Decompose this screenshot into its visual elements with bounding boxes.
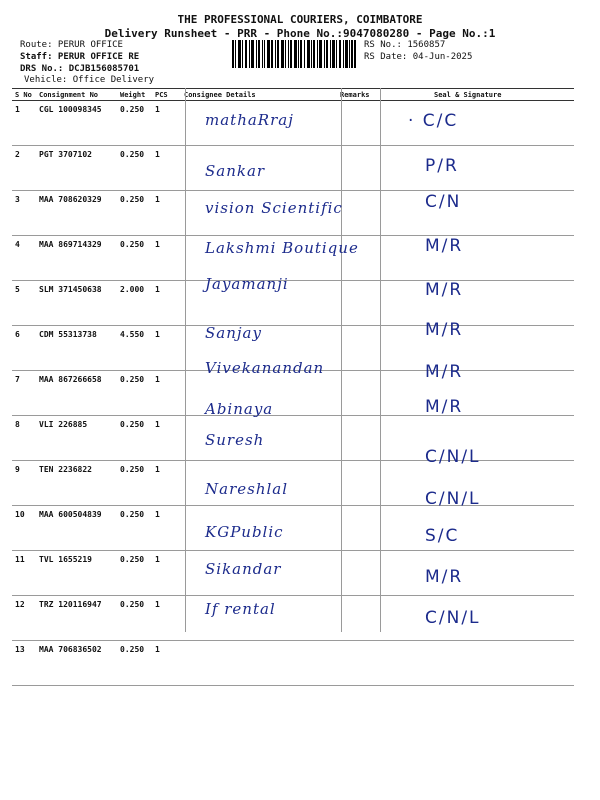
remarks-cell bbox=[337, 416, 376, 461]
consignment-cell: MAA 869714329 bbox=[36, 236, 117, 281]
col-pcs: PCS bbox=[152, 89, 181, 101]
consignment-cell: SLM 371450638 bbox=[36, 281, 117, 326]
pcs-cell: 1 bbox=[152, 191, 181, 236]
pcs-cell: 1 bbox=[152, 461, 181, 506]
consignee-handwriting: Nareshlal bbox=[205, 480, 289, 498]
sno-cell: 11 bbox=[12, 551, 36, 596]
pcs-cell: 1 bbox=[152, 101, 181, 146]
consignee-handwriting: Sankar bbox=[205, 162, 266, 180]
table-row bbox=[12, 551, 574, 596]
consignment-cell: TVL 1655219 bbox=[36, 551, 117, 596]
seal-signature-mark: M/R bbox=[425, 320, 464, 340]
consignee-handwriting: Lakshmi Boutique bbox=[205, 239, 359, 257]
consignment-cell: VLI 226885 bbox=[36, 416, 117, 461]
sno-cell: 7 bbox=[12, 371, 36, 416]
sno-cell: 13 bbox=[12, 641, 36, 686]
sno-cell: 1 bbox=[12, 101, 36, 146]
drs-number: DRS No.: DCJB156085701 bbox=[20, 64, 140, 74]
consignment-cell: MAA 600504839 bbox=[36, 506, 117, 551]
weight-cell: 0.250 bbox=[117, 101, 152, 146]
column-divider bbox=[185, 88, 186, 632]
pcs-cell: 1 bbox=[152, 281, 181, 326]
consignment-cell: MAA 708620329 bbox=[36, 191, 117, 236]
column-divider bbox=[341, 88, 342, 632]
seal-cell bbox=[376, 236, 574, 281]
runsheet-table bbox=[12, 88, 574, 686]
consignee-handwriting: Jayamanji bbox=[205, 275, 289, 293]
seal-signature-mark: C/N/L bbox=[425, 447, 481, 467]
table-header-row bbox=[12, 89, 574, 101]
weight-cell: 0.250 bbox=[117, 191, 152, 236]
seal-signature-mark: · C/C bbox=[408, 111, 459, 131]
seal-cell bbox=[376, 101, 574, 146]
consignee-handwriting: KGPublic bbox=[205, 523, 284, 541]
remarks-cell bbox=[337, 641, 376, 686]
weight-cell: 0.250 bbox=[117, 461, 152, 506]
pcs-cell: 1 bbox=[152, 596, 181, 641]
seal-cell bbox=[376, 506, 574, 551]
seal-signature-mark: P/R bbox=[425, 156, 459, 176]
remarks-cell bbox=[337, 191, 376, 236]
remarks-cell bbox=[337, 461, 376, 506]
pcs-cell: 1 bbox=[152, 641, 181, 686]
consignee-handwriting: vision Scientific bbox=[205, 199, 343, 217]
sno-cell: 6 bbox=[12, 326, 36, 371]
seal-cell bbox=[376, 281, 574, 326]
col-consignee: Consignee Details bbox=[181, 89, 337, 101]
sno-cell: 5 bbox=[12, 281, 36, 326]
seal-cell bbox=[376, 326, 574, 371]
weight-cell: 0.250 bbox=[117, 371, 152, 416]
table-row bbox=[12, 596, 574, 641]
table-row bbox=[12, 506, 574, 551]
col-seal: Seal & Signature bbox=[376, 89, 574, 101]
barcode bbox=[232, 40, 356, 68]
weight-cell: 2.000 bbox=[117, 281, 152, 326]
consignment-cell: TEN 2236822 bbox=[36, 461, 117, 506]
seal-signature-mark: M/R bbox=[425, 362, 464, 382]
consignee-handwriting: Abinaya bbox=[205, 400, 274, 418]
seal-cell bbox=[376, 551, 574, 596]
consignee-handwriting: Sanjay bbox=[205, 324, 262, 342]
remarks-cell bbox=[337, 506, 376, 551]
sno-cell: 2 bbox=[12, 146, 36, 191]
seal-signature-mark: C/N/L bbox=[425, 489, 481, 509]
consignee-handwriting: Sikandar bbox=[205, 560, 282, 578]
remarks-cell bbox=[337, 371, 376, 416]
consignment-cell: MAA 867266658 bbox=[36, 371, 117, 416]
weight-cell: 0.250 bbox=[117, 506, 152, 551]
seal-signature-mark: S/C bbox=[425, 526, 460, 546]
remarks-cell bbox=[337, 551, 376, 596]
pcs-cell: 1 bbox=[152, 326, 181, 371]
consignee-handwriting: If rental bbox=[205, 600, 276, 618]
seal-signature-mark: C/N/L bbox=[425, 608, 481, 628]
pcs-cell: 1 bbox=[152, 146, 181, 191]
runsheet-subtitle: Delivery Runsheet - PRR - Phone No.:9047080280 - Page No.:1 bbox=[104, 27, 496, 40]
seal-signature-mark: M/R bbox=[425, 280, 464, 300]
pcs-cell: 1 bbox=[152, 416, 181, 461]
pcs-cell: 1 bbox=[152, 371, 181, 416]
weight-cell: 0.250 bbox=[117, 551, 152, 596]
remarks-cell bbox=[337, 596, 376, 641]
consignment-cell: CGL 100098345 bbox=[36, 101, 117, 146]
weight-cell: 4.550 bbox=[117, 326, 152, 371]
col-sno: S No bbox=[12, 89, 36, 101]
pcs-cell: 1 bbox=[152, 236, 181, 281]
seal-signature-mark: M/R bbox=[425, 567, 464, 587]
table-row bbox=[12, 461, 574, 506]
seal-signature-mark: M/R bbox=[425, 397, 464, 417]
seal-signature-mark: M/R bbox=[425, 236, 464, 256]
sno-cell: 8 bbox=[12, 416, 36, 461]
vehicle-label: Vehicle: Office Delivery bbox=[24, 75, 155, 85]
seal-cell bbox=[376, 191, 574, 236]
seal-signature-mark: C/N bbox=[425, 192, 462, 212]
weight-cell: 0.250 bbox=[117, 236, 152, 281]
remarks-cell bbox=[337, 326, 376, 371]
table-row bbox=[12, 146, 574, 191]
table-row bbox=[12, 416, 574, 461]
seal-cell bbox=[376, 146, 574, 191]
table-row bbox=[12, 641, 574, 686]
col-remarks: Remarks bbox=[337, 89, 376, 101]
staff-label: Staff: PERUR OFFICE RE bbox=[20, 52, 140, 62]
route-label: Route: PERUR OFFICE bbox=[20, 40, 123, 50]
consignee-handwriting: Vivekanandan bbox=[205, 359, 325, 377]
sno-cell: 9 bbox=[12, 461, 36, 506]
weight-cell: 0.250 bbox=[117, 146, 152, 191]
pcs-cell: 1 bbox=[152, 551, 181, 596]
weight-cell: 0.250 bbox=[117, 641, 152, 686]
rs-number: RS No.: 1560857 bbox=[364, 40, 446, 50]
col-consignment: Consignment No bbox=[36, 89, 117, 101]
sno-cell: 4 bbox=[12, 236, 36, 281]
consignment-cell: TRZ 120116947 bbox=[36, 596, 117, 641]
table-row bbox=[12, 371, 574, 416]
consignment-cell: CDM 55313738 bbox=[36, 326, 117, 371]
table-row bbox=[12, 281, 574, 326]
seal-cell bbox=[376, 641, 574, 686]
pcs-cell: 1 bbox=[152, 506, 181, 551]
consignment-cell: PGT 3707102 bbox=[36, 146, 117, 191]
consignment-cell: MAA 706836502 bbox=[36, 641, 117, 686]
col-weight: Weight bbox=[117, 89, 152, 101]
consignee-handwriting: Suresh bbox=[205, 431, 265, 449]
seal-cell bbox=[376, 371, 574, 416]
column-divider bbox=[380, 88, 381, 632]
remarks-cell bbox=[337, 281, 376, 326]
remarks-cell bbox=[337, 101, 376, 146]
sno-cell: 12 bbox=[12, 596, 36, 641]
sno-cell: 10 bbox=[12, 506, 36, 551]
consignee-handwriting: mathaRraj bbox=[205, 111, 294, 129]
weight-cell: 0.250 bbox=[117, 596, 152, 641]
consignee-cell bbox=[181, 641, 337, 686]
remarks-cell bbox=[337, 146, 376, 191]
rs-date: RS Date: 04-Jun-2025 bbox=[364, 52, 473, 62]
weight-cell: 0.250 bbox=[117, 416, 152, 461]
runsheet-title: THE PROFESSIONAL COURIERS, COIMBATORE bbox=[177, 13, 423, 26]
sno-cell: 3 bbox=[12, 191, 36, 236]
